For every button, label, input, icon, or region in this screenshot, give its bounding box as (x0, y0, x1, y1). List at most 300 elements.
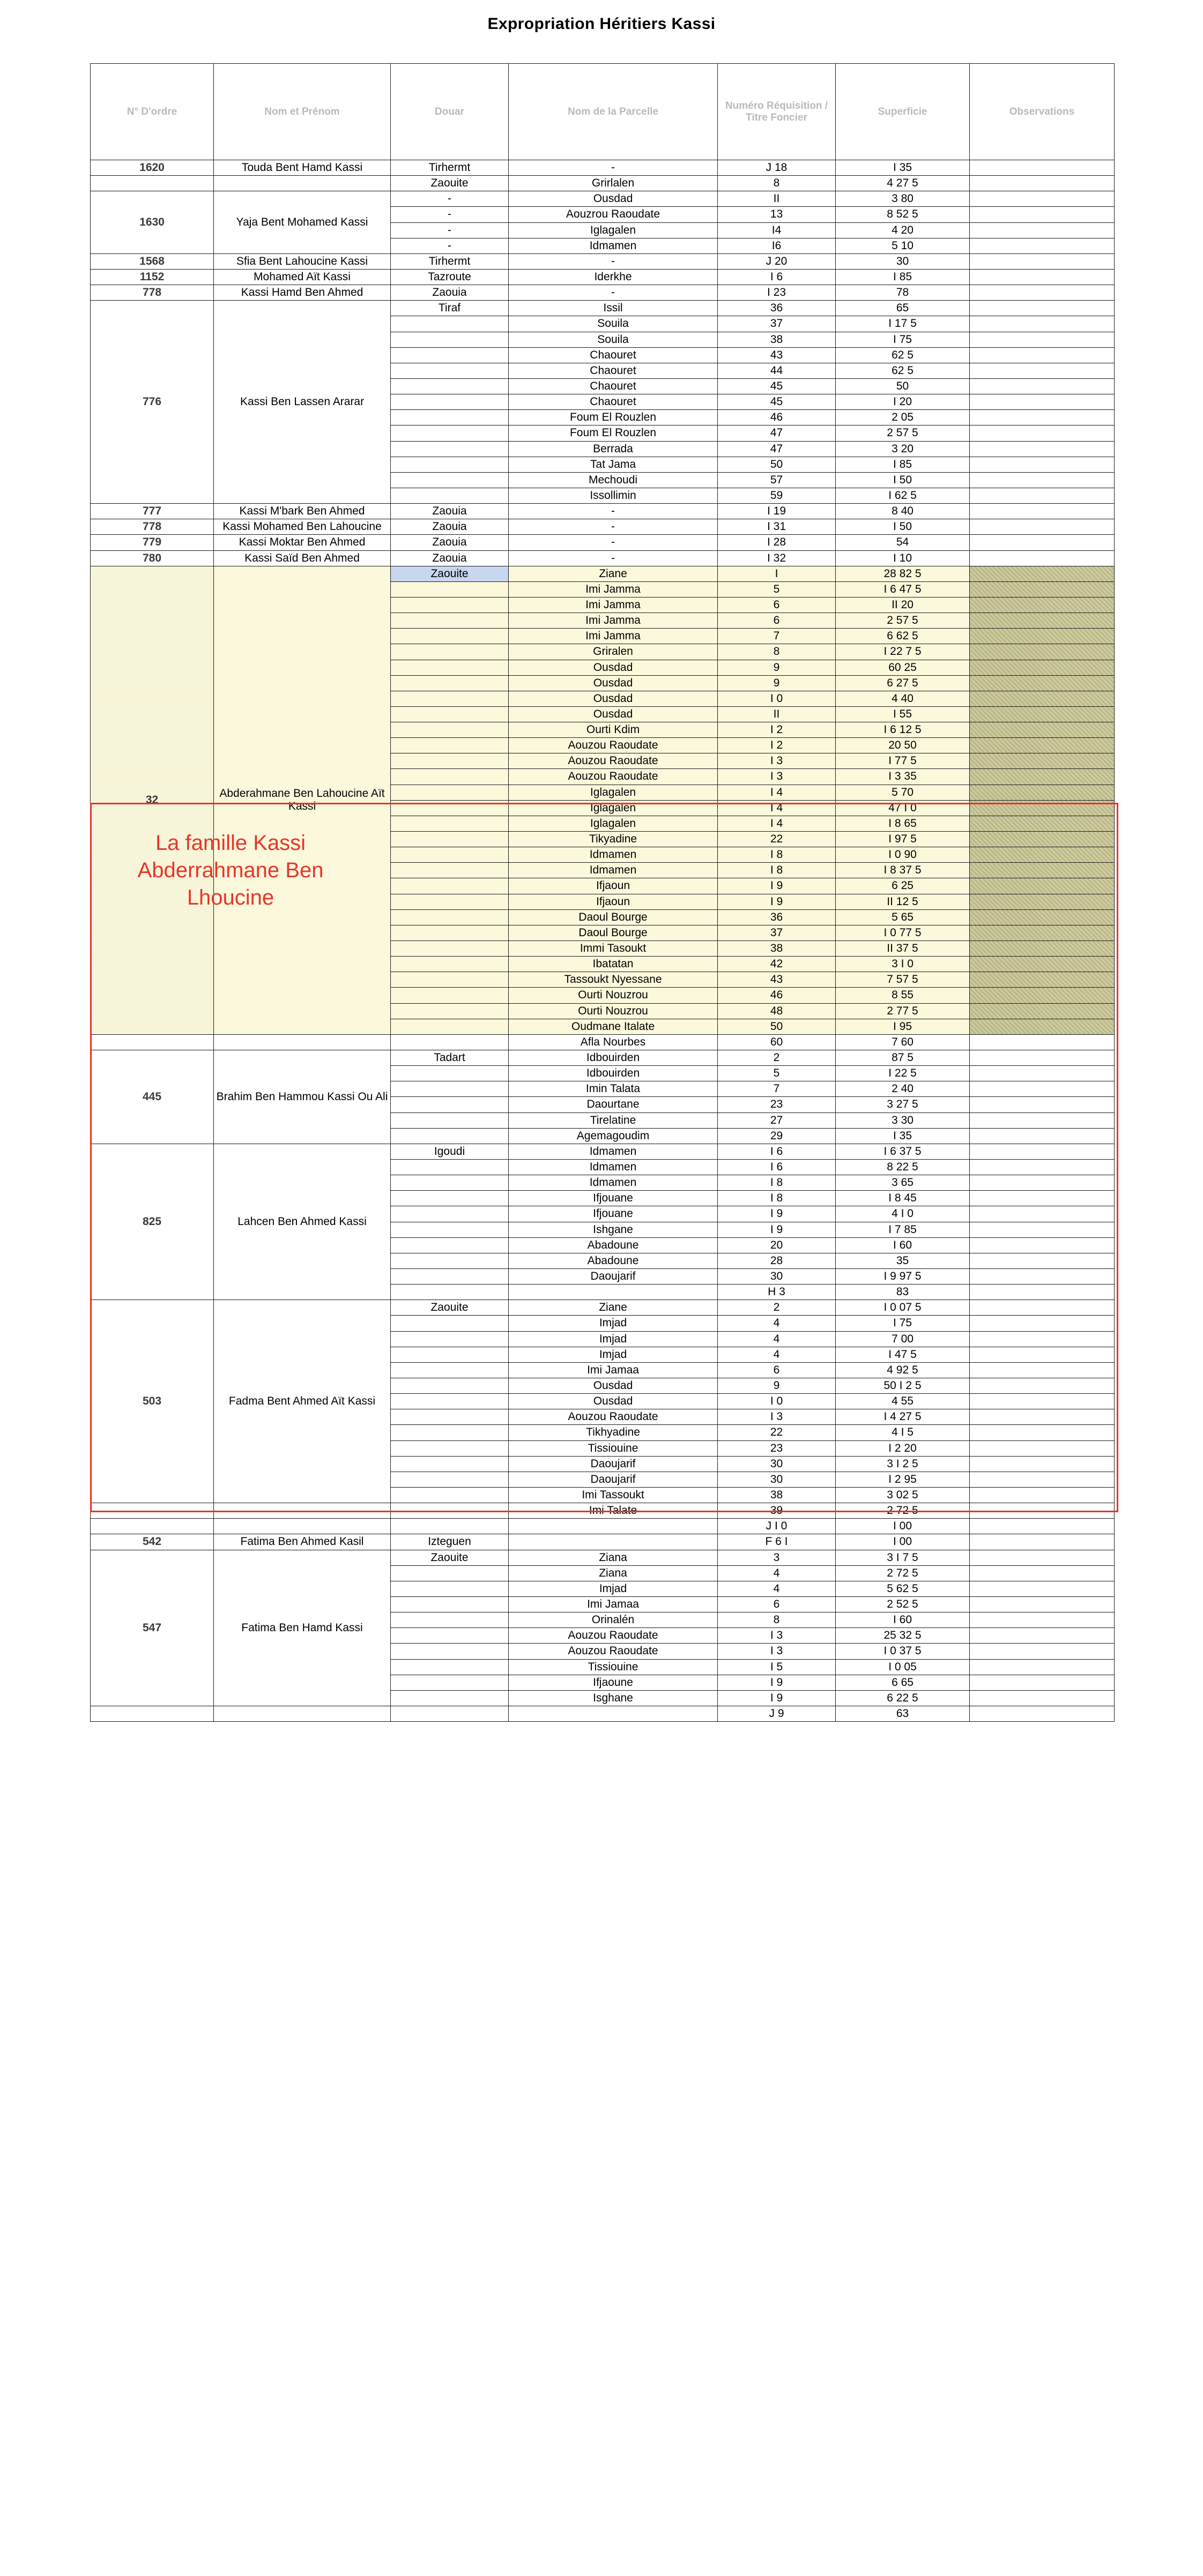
cell-observations (970, 394, 1115, 410)
cell-douar (391, 878, 509, 894)
cell-superficie: 50 (836, 378, 970, 394)
cell-parcelle: Imin Talata (509, 1081, 718, 1097)
cell-superficie: I 17 5 (836, 316, 970, 332)
cell-parcelle: Tassoukt Nyessane (509, 972, 718, 988)
cell-douar (391, 1659, 509, 1675)
cell-titre-foncier: I 8 (718, 1191, 836, 1206)
cell-person-name: Brahim Ben Hammou Kassi Ou Ali (214, 1050, 391, 1144)
cell-observations (970, 1581, 1115, 1596)
cell-parcelle: Iderkhe (509, 269, 718, 285)
cell-parcelle: Ousdad (509, 675, 718, 691)
cell-observations (970, 909, 1115, 925)
cell-order-number: 32 (91, 566, 214, 1034)
cell-observations (970, 347, 1115, 363)
cell-douar (391, 1347, 509, 1362)
cell-observations (970, 1144, 1115, 1159)
cell-douar (391, 581, 509, 597)
cell-superficie: I 22 7 5 (836, 644, 970, 660)
table-header (91, 64, 1115, 160)
cell-titre-foncier: 46 (718, 988, 836, 1003)
header-douar: Douar (391, 64, 509, 160)
cell-superficie: I 95 (836, 1019, 970, 1034)
cell-parcelle: - (509, 550, 718, 566)
cell-douar (391, 1019, 509, 1034)
cell-parcelle: Orinalén (509, 1612, 718, 1628)
cell-order-number (91, 1034, 214, 1050)
cell-observations (970, 1550, 1115, 1565)
cell-douar (391, 909, 509, 925)
cell-titre-foncier: I6 (718, 238, 836, 253)
cell-parcelle: - (509, 160, 718, 176)
cell-observations (970, 1425, 1115, 1440)
cell-douar: Izteguen (391, 1534, 509, 1550)
cell-parcelle: Tikyadine (509, 832, 718, 847)
cell-douar (391, 957, 509, 972)
cell-superficie: I 0 77 5 (836, 925, 970, 940)
cell-douar (391, 1644, 509, 1659)
table-body (91, 160, 1115, 1722)
cell-observations (970, 1316, 1115, 1331)
cell-superficie: 3 I 2 5 (836, 1456, 970, 1472)
cell-observations (970, 441, 1115, 457)
cell-douar: - (391, 222, 509, 238)
cell-person-name: Kassi Hamd Ben Ahmed (214, 285, 391, 301)
cell-titre-foncier: 47 (718, 441, 836, 457)
cell-person-name: Abderahmane Ben Lahoucine Aït Kassi (214, 566, 391, 1034)
cell-parcelle: Idmamen (509, 1160, 718, 1175)
cell-titre-foncier: I 19 (718, 504, 836, 519)
cell-parcelle: Imi Jamaa (509, 1596, 718, 1612)
table-row (91, 1534, 1115, 1550)
cell-superficie: 7 57 5 (836, 972, 970, 988)
cell-douar (391, 410, 509, 425)
cell-superficie: 3 65 (836, 1175, 970, 1191)
cell-superficie: 5 65 (836, 909, 970, 925)
cell-douar (391, 1285, 509, 1300)
cell-titre-foncier: 29 (718, 1128, 836, 1144)
cell-observations (970, 957, 1115, 972)
cell-titre-foncier: J I 0 (718, 1519, 836, 1534)
cell-parcelle: Imi Jamaa (509, 1362, 718, 1378)
cell-observations (970, 1675, 1115, 1690)
table-row (91, 519, 1115, 535)
cell-parcelle: Ousdad (509, 191, 718, 207)
header-num: N° D'ordre (91, 64, 214, 160)
cell-parcelle: Mechoudi (509, 472, 718, 488)
cell-parcelle: - (509, 519, 718, 535)
cell-titre-foncier: I 5 (718, 1659, 836, 1675)
cell-douar (391, 925, 509, 940)
cell-superficie: 8 40 (836, 504, 970, 519)
cell-observations (970, 581, 1115, 597)
cell-superficie: I 35 (836, 160, 970, 176)
cell-titre-foncier: 4 (718, 1565, 836, 1581)
cell-superficie: I 10 (836, 550, 970, 566)
cell-douar (391, 675, 509, 691)
cell-superficie: I 75 (836, 1316, 970, 1331)
cell-titre-foncier: 7 (718, 1081, 836, 1097)
cell-observations (970, 269, 1115, 285)
cell-douar (391, 738, 509, 753)
cell-douar (391, 347, 509, 363)
cell-douar: Tirhermt (391, 253, 509, 269)
cell-parcelle: Isghane (509, 1690, 718, 1706)
cell-parcelle: Ibatatan (509, 957, 718, 972)
cell-superficie: 6 65 (836, 1675, 970, 1690)
cell-douar: - (391, 191, 509, 207)
table-row (91, 285, 1115, 301)
cell-douar: Zaouite (391, 1300, 509, 1316)
cell-douar (391, 753, 509, 769)
cell-superficie: 3 02 5 (836, 1487, 970, 1503)
cell-superficie: 2 57 5 (836, 425, 970, 441)
cell-superficie: I 50 (836, 519, 970, 535)
cell-observations (970, 1347, 1115, 1362)
cell-observations (970, 316, 1115, 332)
cell-parcelle: Griralen (509, 644, 718, 660)
cell-douar (391, 1675, 509, 1690)
cell-order-number: 542 (91, 1534, 214, 1550)
cell-titre-foncier: I 4 (718, 816, 836, 831)
cell-person-name (214, 176, 391, 191)
cell-order-number: 503 (91, 1300, 214, 1503)
cell-douar (391, 1128, 509, 1144)
cell-titre-foncier: J 9 (718, 1706, 836, 1721)
cell-titre-foncier: H 3 (718, 1285, 836, 1300)
cell-observations (970, 785, 1115, 800)
cell-order-number: 778 (91, 285, 214, 301)
cell-titre-foncier: 8 (718, 644, 836, 660)
cell-parcelle: Iglagalen (509, 816, 718, 831)
table-row (91, 1706, 1115, 1721)
cell-parcelle: Tissiouine (509, 1659, 718, 1675)
cell-titre-foncier: 4 (718, 1316, 836, 1331)
cell-douar (391, 816, 509, 831)
cell-titre-foncier: 42 (718, 957, 836, 972)
cell-person-name: Kassi Saïd Ben Ahmed (214, 550, 391, 566)
cell-parcelle: Foum El Rouzlen (509, 410, 718, 425)
cell-douar (391, 1331, 509, 1347)
cell-superficie: 4 92 5 (836, 1362, 970, 1378)
cell-order-number (91, 176, 214, 191)
cell-titre-foncier: 47 (718, 425, 836, 441)
cell-douar: Zaouia (391, 504, 509, 519)
cell-superficie: I 6 12 5 (836, 722, 970, 738)
cell-parcelle: Aouzou Raoudate (509, 753, 718, 769)
cell-superficie: 7 00 (836, 1331, 970, 1347)
cell-observations (970, 1644, 1115, 1659)
cell-superficie: I 8 65 (836, 816, 970, 831)
cell-titre-foncier: 44 (718, 363, 836, 378)
cell-parcelle: Idmamen (509, 847, 718, 863)
cell-superficie: 6 27 5 (836, 675, 970, 691)
cell-parcelle: Ousdad (509, 691, 718, 706)
cell-observations (970, 691, 1115, 706)
cell-observations (970, 207, 1115, 222)
cell-superficie: I 0 05 (836, 1659, 970, 1675)
cell-douar (391, 1378, 509, 1393)
cell-observations (970, 1409, 1115, 1425)
cell-observations (970, 738, 1115, 753)
cell-person-name: Kassi Mohamed Ben Lahoucine (214, 519, 391, 535)
cell-douar (391, 613, 509, 629)
cell-douar (391, 832, 509, 847)
cell-superficie: 4 27 5 (836, 176, 970, 191)
cell-superficie: 50 I 2 5 (836, 1378, 970, 1393)
cell-parcelle: Idbouirden (509, 1050, 718, 1066)
cell-superficie: 7 60 (836, 1034, 970, 1050)
cell-parcelle: Imjad (509, 1331, 718, 1347)
table-row (91, 550, 1115, 566)
cell-douar: Zaouite (391, 1550, 509, 1565)
cell-titre-foncier: 20 (718, 1237, 836, 1253)
cell-observations (970, 706, 1115, 722)
cell-douar (391, 1425, 509, 1440)
cell-superficie: 5 62 5 (836, 1581, 970, 1596)
cell-observations (970, 1081, 1115, 1097)
cell-superficie: I 77 5 (836, 753, 970, 769)
cell-douar (391, 691, 509, 706)
header-name: Nom et Prénom (214, 64, 391, 160)
table-row (91, 253, 1115, 269)
table-row (91, 191, 1115, 207)
cell-douar (391, 425, 509, 441)
cell-douar (391, 1394, 509, 1409)
cell-titre-foncier: I 4 (718, 800, 836, 816)
cell-person-name: Mohamed Aït Kassi (214, 269, 391, 285)
cell-douar: - (391, 207, 509, 222)
cell-parcelle: Idmamen (509, 1175, 718, 1191)
table-row (91, 301, 1115, 316)
cell-parcelle: Ousdad (509, 1378, 718, 1393)
cell-superficie: 2 72 5 (836, 1565, 970, 1581)
table-row (91, 176, 1115, 191)
cell-douar (391, 1066, 509, 1081)
cell-douar (391, 941, 509, 957)
cell-superficie: I 0 90 (836, 847, 970, 863)
cell-superficie: 83 (836, 1285, 970, 1300)
cell-douar (391, 1237, 509, 1253)
cell-titre-foncier: 30 (718, 1472, 836, 1487)
cell-order-number (91, 1519, 214, 1534)
cell-parcelle: Ziana (509, 1550, 718, 1565)
cell-titre-foncier: II (718, 706, 836, 722)
cell-superficie: 4 40 (836, 691, 970, 706)
cell-titre-foncier: 6 (718, 613, 836, 629)
cell-titre-foncier: 43 (718, 347, 836, 363)
cell-parcelle: Iglagalen (509, 800, 718, 816)
cell-parcelle: Daoujarif (509, 1268, 718, 1284)
cell-douar (391, 1612, 509, 1628)
cell-person-name: Fadma Bent Ahmed Aït Kassi (214, 1300, 391, 1503)
cell-titre-foncier: 5 (718, 581, 836, 597)
cell-douar (391, 1003, 509, 1019)
cell-person-name: Fatima Ben Ahmed Kasil (214, 1534, 391, 1550)
cell-observations (970, 832, 1115, 847)
cell-titre-foncier: 30 (718, 1268, 836, 1284)
cell-titre-foncier: 7 (718, 629, 836, 644)
cell-order-number: 780 (91, 550, 214, 566)
cell-douar (391, 1706, 509, 1721)
cell-titre-foncier: 9 (718, 1378, 836, 1393)
cell-douar (391, 847, 509, 863)
cell-parcelle: Idmamen (509, 863, 718, 878)
cell-titre-foncier: 38 (718, 332, 836, 347)
table-row (91, 504, 1115, 519)
cell-superficie: I 97 5 (836, 832, 970, 847)
cell-douar (391, 706, 509, 722)
cell-superficie: I 22 5 (836, 1066, 970, 1081)
cell-titre-foncier: I 9 (718, 1206, 836, 1222)
cell-superficie: I 00 (836, 1534, 970, 1550)
cell-parcelle: Imi Talate (509, 1503, 718, 1519)
cell-parcelle: Imi Tassoukt (509, 1487, 718, 1503)
cell-douar (391, 472, 509, 488)
page-title: Expropriation Héritiers Kassi (487, 15, 716, 33)
cell-parcelle: Issil (509, 301, 718, 316)
cell-superficie: 2 52 5 (836, 1596, 970, 1612)
cell-douar (391, 597, 509, 613)
cell-titre-foncier: I 3 (718, 1644, 836, 1659)
cell-superficie: 87 5 (836, 1050, 970, 1066)
cell-order-number: 776 (91, 301, 214, 504)
cell-person-name (214, 1706, 391, 1721)
cell-titre-foncier: I 3 (718, 769, 836, 785)
cell-observations (970, 519, 1115, 535)
cell-superficie: 2 05 (836, 410, 970, 425)
cell-order-number: 547 (91, 1550, 214, 1706)
cell-douar (391, 1268, 509, 1284)
cell-douar (391, 1628, 509, 1644)
cell-parcelle: Oudmane Italate (509, 1019, 718, 1034)
cell-titre-foncier: 38 (718, 941, 836, 957)
cell-observations (970, 176, 1115, 191)
cell-parcelle: Aouzrou Raoudate (509, 207, 718, 222)
cell-parcelle: Ourti Kdim (509, 722, 718, 738)
cell-titre-foncier: 48 (718, 1003, 836, 1019)
table-row (91, 1034, 1115, 1050)
cell-observations (970, 941, 1115, 957)
cell-superficie: 28 82 5 (836, 566, 970, 581)
cell-order-number: 1630 (91, 191, 214, 254)
cell-titre-foncier: 6 (718, 597, 836, 613)
cell-titre-foncier: I 4 (718, 785, 836, 800)
cell-parcelle: Daoujarif (509, 1472, 718, 1487)
cell-superficie: I 60 (836, 1612, 970, 1628)
cell-observations (970, 566, 1115, 581)
cell-observations (970, 285, 1115, 301)
cell-observations (970, 1175, 1115, 1191)
cell-observations (970, 238, 1115, 253)
cell-superficie: 6 62 5 (836, 629, 970, 644)
cell-superficie: 2 40 (836, 1081, 970, 1097)
cell-titre-foncier: I 9 (718, 1690, 836, 1706)
cell-parcelle: Immi Tasoukt (509, 941, 718, 957)
cell-douar (391, 1596, 509, 1612)
cell-titre-foncier: I 6 (718, 269, 836, 285)
cell-douar: Zaouia (391, 535, 509, 550)
cell-douar (391, 1112, 509, 1128)
cell-parcelle: Ifjouane (509, 1191, 718, 1206)
cell-douar (391, 629, 509, 644)
cell-superficie: 5 10 (836, 238, 970, 253)
cell-titre-foncier: 50 (718, 457, 836, 472)
cell-superficie: 60 25 (836, 660, 970, 675)
cell-observations (970, 847, 1115, 863)
cell-douar (391, 1456, 509, 1472)
cell-superficie: 20 50 (836, 738, 970, 753)
cell-parcelle: Tirelatine (509, 1112, 718, 1128)
cell-superficie: I 60 (836, 1237, 970, 1253)
table-row (91, 1550, 1115, 1565)
cell-person-name: Kassi Ben Lassen Ararar (214, 301, 391, 504)
cell-douar (391, 1409, 509, 1425)
cell-parcelle: Chaouret (509, 363, 718, 378)
cell-observations (970, 1472, 1115, 1487)
cell-titre-foncier: 57 (718, 472, 836, 488)
cell-parcelle: Imi Jamma (509, 597, 718, 613)
cell-observations (970, 1253, 1115, 1268)
cell-douar (391, 1034, 509, 1050)
cell-observations (970, 191, 1115, 207)
cell-parcelle: Iglagalen (509, 785, 718, 800)
cell-douar: Igoudi (391, 1144, 509, 1159)
cell-observations (970, 1300, 1115, 1316)
cell-parcelle (509, 1519, 718, 1534)
cell-douar (391, 800, 509, 816)
cell-douar (391, 488, 509, 503)
cell-parcelle: Daoul Bourge (509, 925, 718, 940)
cell-parcelle: Idbouirden (509, 1066, 718, 1081)
cell-superficie: I 8 45 (836, 1191, 970, 1206)
cell-person-name (214, 1519, 391, 1534)
table-row (91, 269, 1115, 285)
cell-douar (391, 1206, 509, 1222)
cell-observations (970, 1690, 1115, 1706)
cell-observations (970, 1237, 1115, 1253)
cell-superficie: 8 52 5 (836, 207, 970, 222)
cell-titre-foncier: I 6 (718, 1144, 836, 1159)
cell-observations (970, 1456, 1115, 1472)
cell-douar (391, 1097, 509, 1112)
cell-titre-foncier: 36 (718, 909, 836, 925)
cell-titre-foncier: 6 (718, 1362, 836, 1378)
cell-titre-foncier: 27 (718, 1112, 836, 1128)
cell-observations (970, 1487, 1115, 1503)
cell-parcelle: Tissiouine (509, 1440, 718, 1456)
cell-observations (970, 1628, 1115, 1644)
cell-parcelle: Tikhyadine (509, 1425, 718, 1440)
cell-titre-foncier: I 3 (718, 1409, 836, 1425)
table-row (91, 535, 1115, 550)
cell-observations (970, 1378, 1115, 1393)
cell-superficie: 6 22 5 (836, 1690, 970, 1706)
cell-superficie: I 47 5 (836, 1347, 970, 1362)
cell-titre-foncier: I 2 (718, 738, 836, 753)
cell-titre-foncier: II (718, 191, 836, 207)
cell-superficie: I 0 07 5 (836, 1300, 970, 1316)
cell-superficie: 3 27 5 (836, 1097, 970, 1112)
cell-titre-foncier: I 9 (718, 1222, 836, 1237)
cell-douar (391, 1175, 509, 1191)
cell-titre-foncier: 5 (718, 1066, 836, 1081)
cell-superficie: 4 55 (836, 1394, 970, 1409)
cell-parcelle: Chaouret (509, 394, 718, 410)
cell-parcelle: Ousdad (509, 706, 718, 722)
cell-observations (970, 1066, 1115, 1081)
cell-order-number: 778 (91, 519, 214, 535)
table-row (91, 1503, 1115, 1519)
